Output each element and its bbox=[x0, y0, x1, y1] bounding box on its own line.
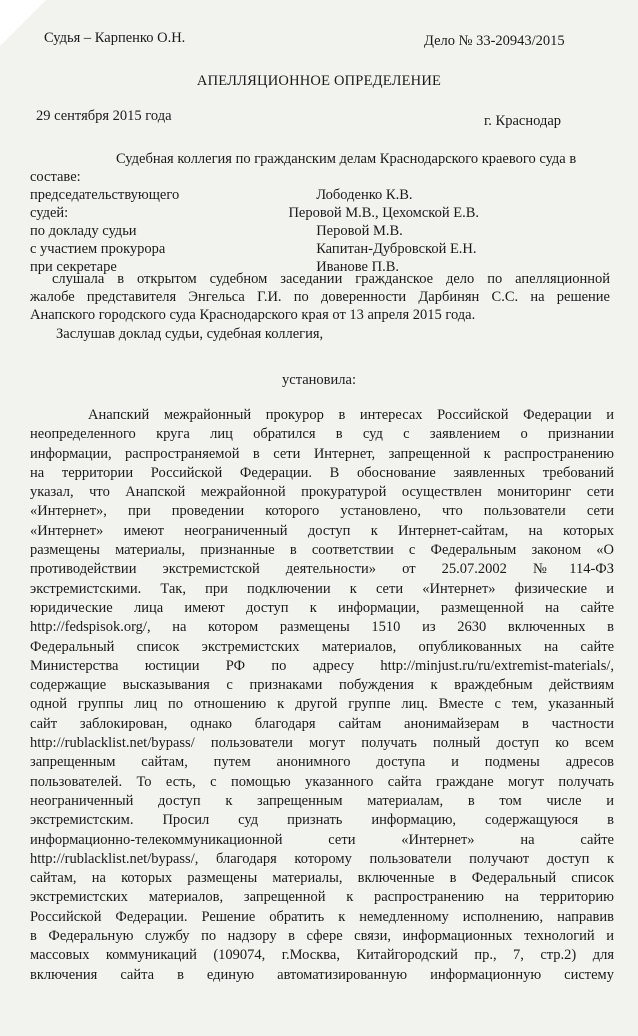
body-line: Федеральный список экстремистских материалов, опубликованных на сайте bbox=[30, 638, 614, 655]
body-line: информационно-телекоммуникационной сети «Интернет» на сайте bbox=[30, 831, 614, 848]
body-line: «Интернет», при проведении которого установлено, что пользователи сети bbox=[30, 503, 614, 520]
body-line: содержащие высказывания с признаками побуждения к враждебным действиям bbox=[30, 677, 614, 694]
body-line: запрещенным сайтам, путем анонимного доступа и подмены адресов bbox=[30, 754, 614, 771]
composition-row bbox=[30, 204, 604, 222]
proceedings-line: слушала в открытом судебном заседании гражданское дело по апелляционной bbox=[52, 271, 610, 287]
body-line: Российской Федерации. Решение обратить к немедленному исполнению, направив bbox=[30, 908, 614, 925]
body-line: одной группы лиц по отношению к другой группе лиц. Вместе с тем, указанный bbox=[30, 696, 614, 713]
body-line: неопределенного круга лиц обратился в суд с заявлением о признании bbox=[30, 426, 614, 443]
composition-row bbox=[30, 240, 604, 258]
composition-role: с участием прокурора bbox=[30, 241, 166, 257]
proceedings-line: Анапского городского суда Краснодарского края от 13 апреля 2015 года. bbox=[30, 307, 476, 323]
body-line: http://rublacklist.net/bypass/, благодаря которому пользователи получают доступ к bbox=[30, 850, 614, 867]
composition-names: Капитан-Дубровской Е.Н. bbox=[316, 241, 477, 257]
composition-row bbox=[30, 186, 604, 204]
document-date: 29 сентября 2015 года bbox=[36, 108, 172, 124]
proceedings-paragraph bbox=[30, 270, 610, 324]
body-line: экстремистским. Просил суд признать информацию, содержащуюся в bbox=[30, 812, 614, 829]
body-line: экстремистских материалов, запрещенной к распространению на территорию bbox=[30, 889, 614, 906]
composition-role: по докладу судьи bbox=[30, 223, 137, 239]
composition-role: при секретаре bbox=[30, 259, 117, 275]
composition-names: Иванове П.В. bbox=[316, 259, 399, 275]
intro-line: составе: bbox=[30, 169, 81, 185]
composition-names: Перовой М.В., Цехомской Е.В. bbox=[288, 205, 480, 221]
body-line: сайтам, на которых размещены материалы, включенные в Федеральный список bbox=[30, 870, 614, 887]
composition-role: судей: bbox=[30, 205, 69, 221]
section-heading-ustanovila: установила: bbox=[282, 372, 356, 388]
body-line: «Интернет» имеют неограниченный доступ к Интернет-сайтам, на которых bbox=[30, 522, 614, 539]
body-line: информации, распространяемой в сети Интернет, запрещенной к распространению bbox=[30, 445, 614, 462]
body-line: http://fedspisok.org/, на котором размещены 1510 из 2630 включенных в bbox=[30, 619, 614, 636]
body-line: включения сайта в единую автоматизированную информационную систему bbox=[30, 966, 614, 983]
proceedings-line: жалобе представителя Энгельса Г.И. по доверенности Дарбинян С.С. на решение bbox=[30, 289, 610, 305]
document-city: г. Краснодар bbox=[484, 113, 562, 129]
body-line: указал, что Анапской межрайонной прокуратурой осуществлен мониторинг сети bbox=[30, 484, 614, 501]
body-line: Министерства юстиции РФ по адресу http://minjust.ru/ru/extremist-materials/, bbox=[30, 657, 614, 674]
case-number: Дело № 33-20943/2015 bbox=[424, 33, 565, 49]
composition-row bbox=[30, 222, 604, 240]
heard-report-line: Заслушав доклад судьи, судебная коллегия, bbox=[56, 326, 324, 342]
document-title: АПЕЛЛЯЦИОННОЕ ОПРЕДЕЛЕНИЕ bbox=[196, 73, 442, 89]
composition-role: председательствующего bbox=[30, 187, 180, 203]
body-line: противодействии экстремистской деятельности» от 25.07.2002 №114-ФЗ bbox=[30, 561, 614, 578]
body-line: сайт заблокирован, однако благодаря сайтам анонимайзерам в частности bbox=[30, 715, 614, 732]
folded-corner bbox=[0, 0, 46, 46]
body-line: массовых коммуникаций (109074, г.Москва, Китайгородский пр., 7, стр.2) для bbox=[30, 947, 614, 964]
body-paragraph bbox=[30, 406, 614, 985]
body-line: юридические лица имеют доступ к информации, размещенной на сайте bbox=[30, 599, 614, 616]
body-line: http://rublacklist.net/bypass/ пользователи могут получать полный доступ ко всем bbox=[30, 735, 614, 752]
intro-line: Судебная коллегия по гражданским делам Краснодарского краевого суда в bbox=[116, 151, 577, 167]
body-line: неограниченный доступ к запрещенным материалам, в том числе и bbox=[30, 792, 614, 809]
composition-names: Перовой М.В. bbox=[316, 223, 403, 239]
intro-paragraph bbox=[30, 150, 604, 186]
composition-names: Лободенко К.В. bbox=[316, 187, 413, 203]
body-line: в Федеральную службу по надзору в сфере связи, информационных технологий и bbox=[30, 928, 614, 945]
body-line: Анапский межрайонный прокурор в интересах Российской Федерации и bbox=[88, 407, 614, 423]
judge-name: Судья – Карпенко О.Н. bbox=[44, 30, 186, 46]
body-line: размещены материалы, признанные в соответствии с Федеральным законом «О bbox=[30, 542, 614, 559]
body-line: экстремистскими. Так, при подключении к сети «Интернет» физические и bbox=[30, 580, 614, 597]
body-line: пользователей. То есть, с помощью указанного сайта граждане могут получать bbox=[30, 773, 614, 790]
court-composition bbox=[30, 186, 604, 276]
body-line: на территории Российской Федерации. В обоснование заявленных требований bbox=[30, 464, 614, 481]
